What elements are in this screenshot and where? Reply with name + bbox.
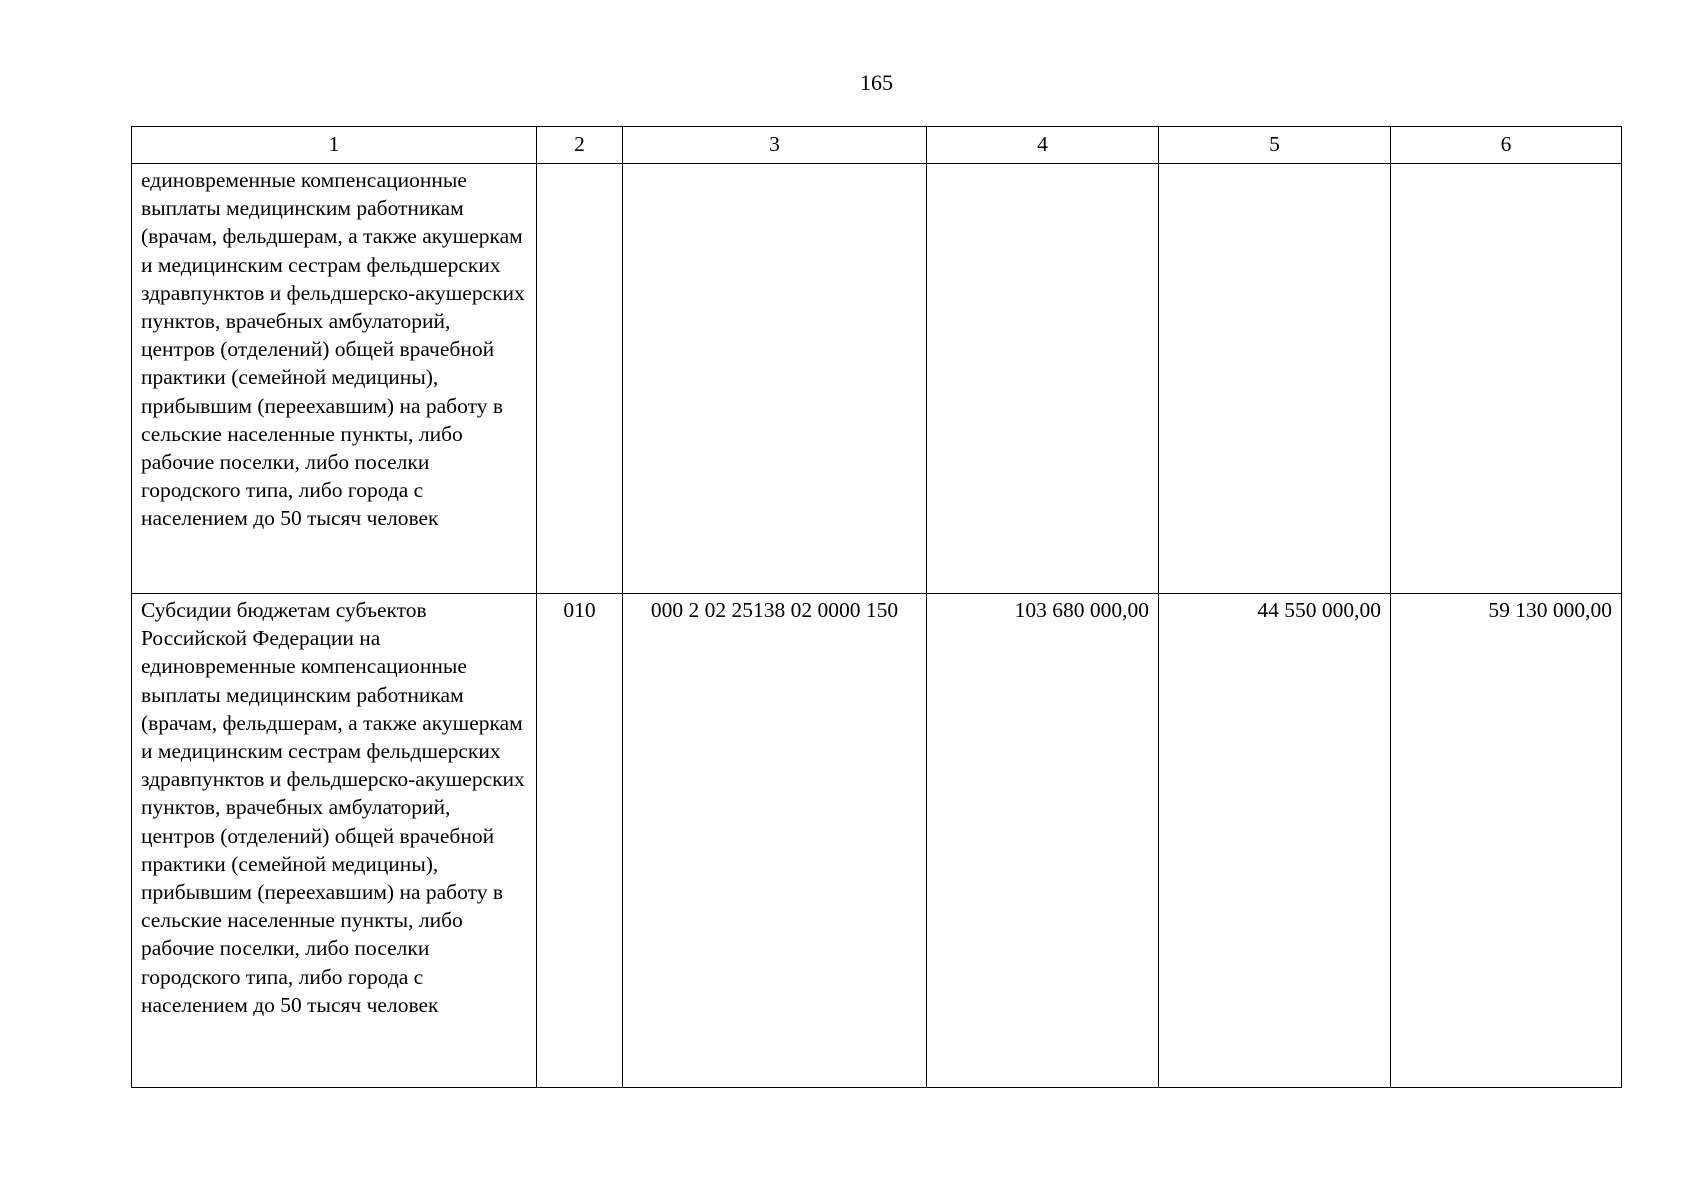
row-amount-3 xyxy=(1391,164,1622,594)
row-amount-2: 44 550 000,00 xyxy=(1159,594,1391,1088)
header-col-2: 2 xyxy=(537,127,623,164)
table-header xyxy=(132,127,1622,164)
budget-table xyxy=(131,126,1622,1088)
row-amount-total xyxy=(927,164,1159,594)
header-col-3: 3 xyxy=(623,127,927,164)
table-row xyxy=(132,164,1622,594)
header-col-4: 4 xyxy=(927,127,1159,164)
header-col-1: 1 xyxy=(132,127,537,164)
row-description: Субсидии бюджетам субъектов Российской Федерации на единовременные компенсационные выплаты медицинским работникам (врачам, фельдшерам, а также акушеркам и медицинским сестрам фельдшерских здравпунктов и фельдшерско-акушерских пунктов, врачебных амбулаторий, центров (отделений) общей врачебной практики (семейной медицины), прибывшим (переехавшим) на работу в сельские населенные пункты, либо рабочие поселки, либо поселки городского типа, либо города с населением до 50 тысяч человек xyxy=(132,594,537,1088)
header-col-6: 6 xyxy=(1391,127,1622,164)
row-amount-total: 103 680 000,00 xyxy=(927,594,1159,1088)
row-amount-2 xyxy=(1159,164,1391,594)
row-admin-code: 010 xyxy=(537,594,623,1088)
row-description: единовременные компенсационные выплаты медицинским работникам (врачам, фельдшерам, а также акушеркам и медицинским сестрам фельдшерских здравпунктов и фельдшерско-акушерских пунктов, врачебных амбулаторий, центров (отделений) общей врачебной практики (семейной медицины), прибывшим (переехавшим) на работу в сельские населенные пункты, либо рабочие поселки, либо поселки городского типа, либо города с населением до 50 тысяч человек xyxy=(132,164,537,594)
header-row xyxy=(132,127,1622,164)
page-number: 165 xyxy=(860,70,893,95)
table-row xyxy=(132,594,1622,1088)
row-budget-code: 000 2 02 25138 02 0000 150 xyxy=(623,594,927,1088)
row-budget-code xyxy=(623,164,927,594)
row-amount-3: 59 130 000,00 xyxy=(1391,594,1622,1088)
row-admin-code xyxy=(537,164,623,594)
header-col-5: 5 xyxy=(1159,127,1391,164)
